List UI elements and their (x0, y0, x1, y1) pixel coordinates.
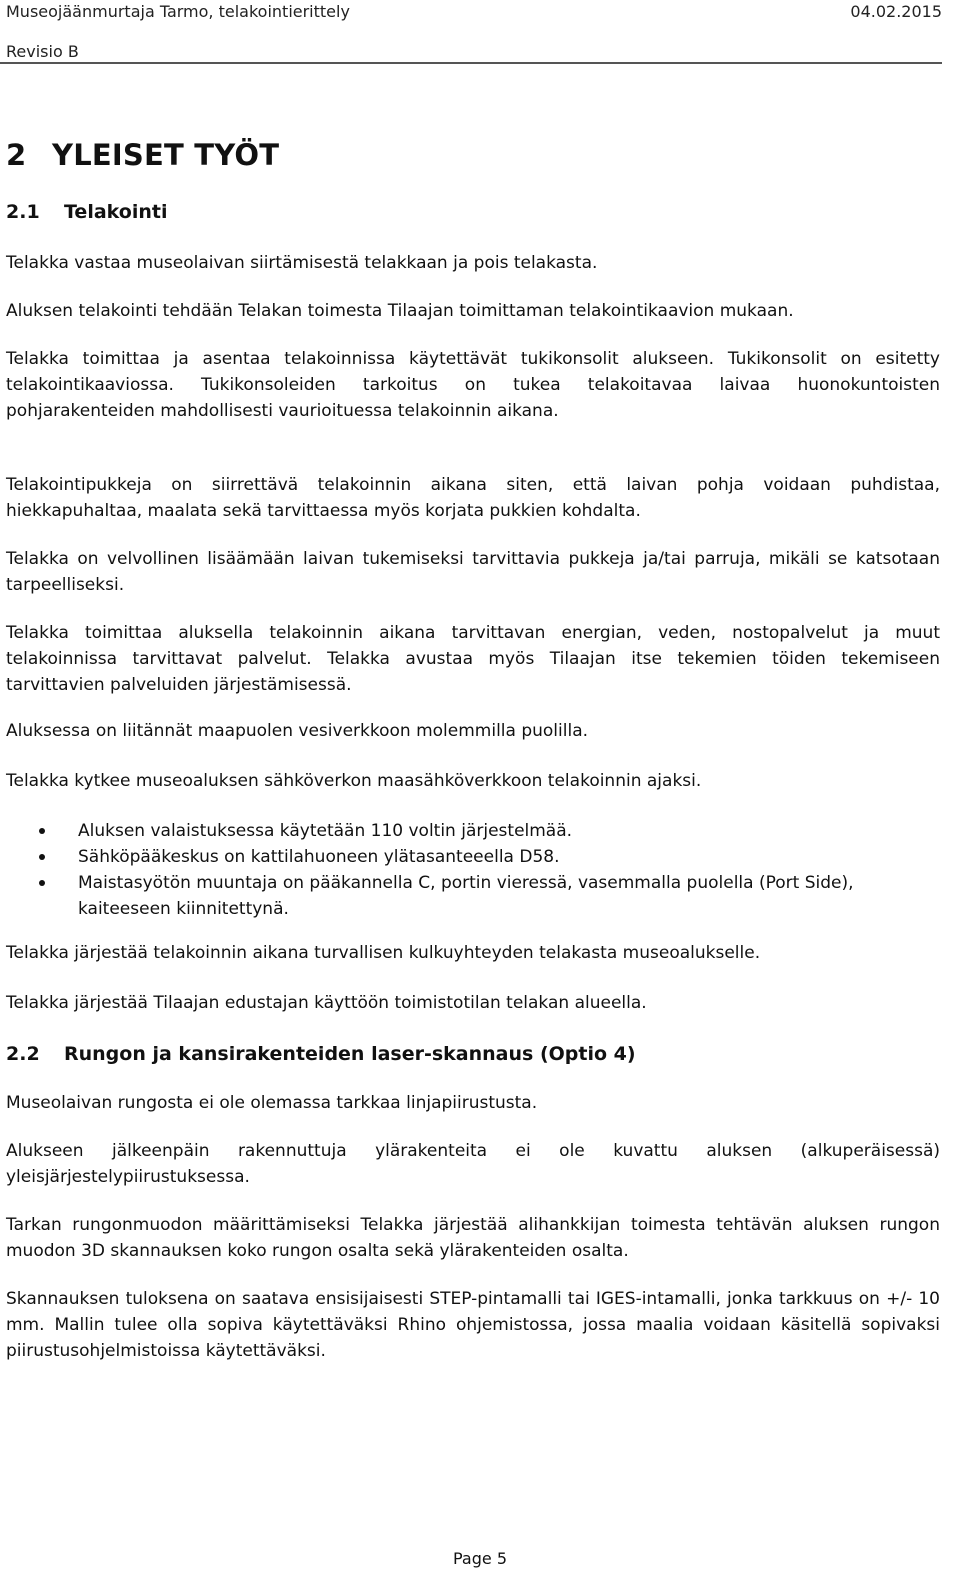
paragraph: Skannauksen tuloksena on saatava ensisijaisesti STEP-pintamalli tai IGES-intamalli, jonka tarkkuus on +/- 10 mm. Mallin tulee olla sopiva käytettäväksi Rhino ohjemistossa, jossa maalia voidaan käsitellä sopivaksi piirustusohjelmistoissa käytettäväksi. (6, 1289, 940, 1361)
paragraph: Telakka kytkee museoaluksen sähköverkon maasähköverkkoon telakoinnin ajaksi. (6, 771, 702, 791)
subsection-title: Telakointi (64, 201, 168, 223)
list-item-text: Sähköpääkeskus on kattilahuoneen ylätasanteeella D58. (78, 847, 560, 867)
subsection-heading-2-1 (6, 198, 167, 226)
paragraph: Telakka toimittaa ja asentaa telakoinnissa käytettävät tukikonsolit alukseen. Tukikonsolit on esitetty telakointikaaviossa. Tukikonsoleiden tarkoitus on tukea telakoitavaa laivaa huonokuntoisten pohjarakenteiden mahdollisesti vaurioituessa telakoinnin aikana. (6, 349, 940, 421)
paragraph: Tarkan rungonmuodon määrittämiseksi Telakka järjestää alihankkijan toimesta tehtävän aluksen rungon muodon 3D skannauksen koko rungon osalta sekä ylärakenteiden osalta. (6, 1215, 940, 1261)
bullet-icon (39, 854, 45, 860)
header-revision: Revisio B (6, 42, 79, 61)
paragraph: Telakka on velvollinen lisäämään laivan tukemiseksi tarvittavia pukkeja ja/tai parruja, mikäli se katsotaan tarpeelliseksi. (6, 549, 940, 595)
header-date: 04.02.2015 (850, 2, 942, 21)
paragraph: Telakka järjestää Tilaajan edustajan käyttöön toimistotilan telakan alueella. (6, 993, 647, 1013)
page-number: Page 5 (453, 1549, 507, 1568)
paragraph: Museolaivan rungosta ei ole olemassa tarkkaa linjapiirustusta. (6, 1093, 538, 1113)
list-item (6, 818, 906, 844)
paragraph: Aluksessa on liitännät maapuolen vesiverkkoon molemmilla puolilla. (6, 721, 589, 741)
paragraph: Telakka järjestää telakoinnin aikana turvallisen kulkuyhteyden telakasta museoalukselle. (6, 943, 761, 963)
bullet-icon (39, 828, 45, 834)
subsection-heading-2-2 (6, 1040, 636, 1068)
paragraph: Telakka toimittaa aluksella telakoinnin aikana tarvittavan energian, veden, nostopalvelut ja muut telakoinnissa tarvittavat palvelut. Telakka avustaa myös Tilaajan itse tekemien töiden tekemiseen tarvittavien palveluiden järjestämisessä. (6, 623, 940, 695)
paragraph: Aluksen telakointi tehdään Telakan toimesta Tilaajan toimittaman telakointikaavion mukaan. (6, 301, 794, 321)
paragraph: Telakka vastaa museolaivan siirtämisestä telakkaan ja pois telakasta. (6, 253, 598, 273)
section-title: YLEISET TYÖT (52, 138, 280, 172)
bullet-icon (39, 880, 45, 886)
bullet-list (6, 818, 906, 922)
paragraph: Telakointipukkeja on siirrettävä telakoinnin aikana siten, että laivan pohja voidaan puhdistaa, hiekkapuhaltaa, maalata sekä tarvittaessa myös korjata pukkien kohdalta. (6, 475, 940, 521)
list-item (6, 870, 906, 922)
header-divider (0, 62, 942, 64)
page-header (6, 0, 942, 64)
list-item-text: Maistasyötön muuntaja on pääkannella C, portin vieressä, vasemmalla puolella (Port Side), kaiteeseen kiinnitettynä. (78, 873, 854, 919)
subsection-number: 2.1 (6, 201, 40, 223)
list-item-text: Aluksen valaistuksessa käytetään 110 voltin järjestelmää. (78, 821, 573, 841)
page-footer (0, 1547, 960, 1571)
paragraph: Alukseen jälkeenpäin rakennuttuja ylärakenteita ei ole kuvattu aluksen (alkuperäisessä) yleisjärjestelypiirustuksessa. (6, 1141, 940, 1187)
section-number: 2 (6, 138, 27, 172)
list-item (6, 844, 906, 870)
subsection-number: 2.2 (6, 1043, 40, 1065)
subsection-title: Rungon ja kansirakenteiden laser-skannaus (Optio 4) (64, 1043, 636, 1065)
section-heading (6, 135, 279, 175)
header-title: Museojäänmurtaja Tarmo, telakointierittely (6, 2, 350, 21)
